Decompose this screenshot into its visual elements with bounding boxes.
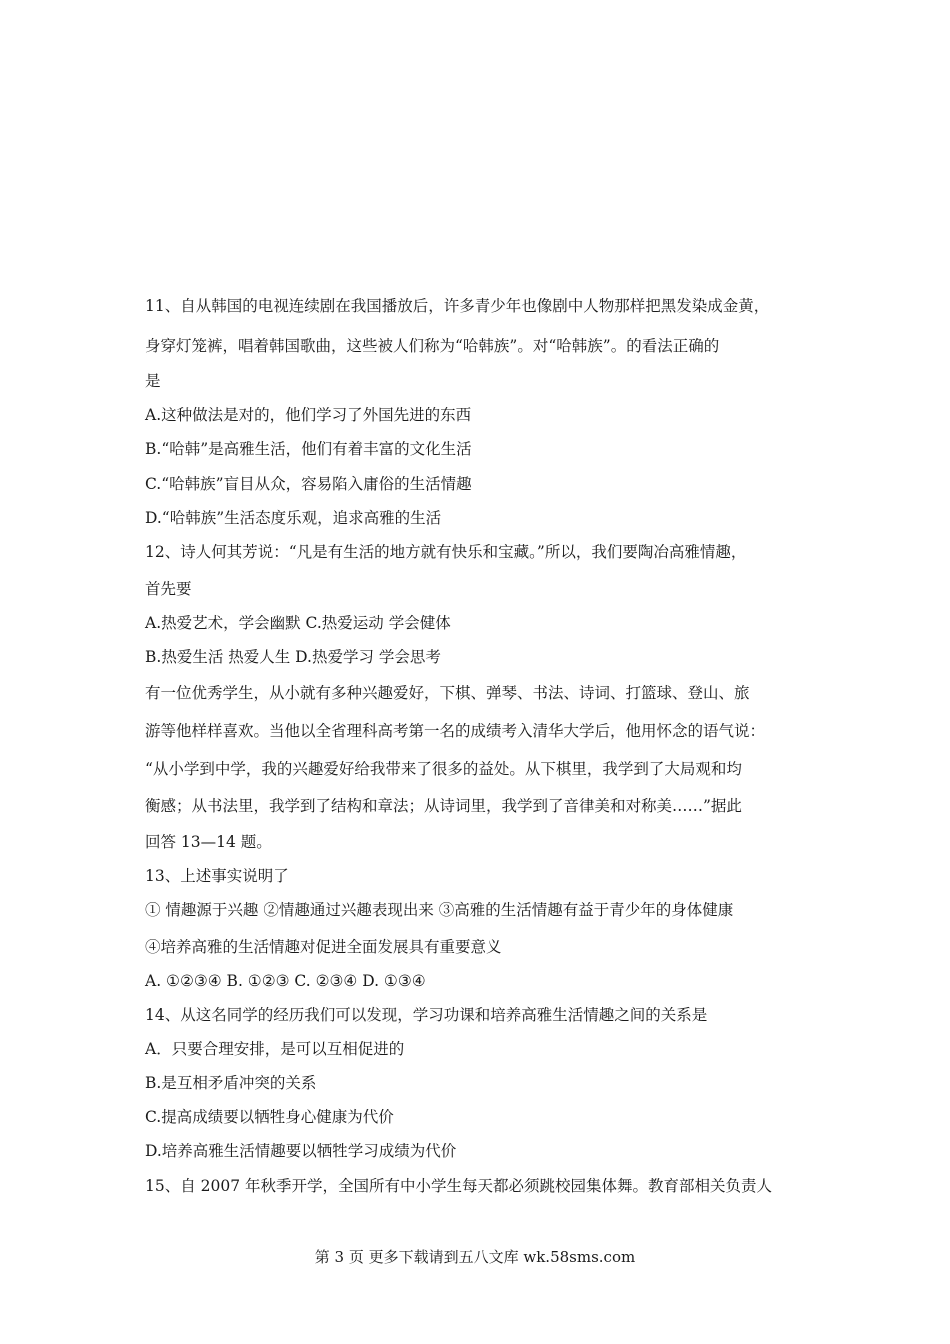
q14-option-c: C.提高成绩要以牺牲身心健康为代价: [145, 1108, 394, 1126]
q14-option-d: D.培养高雅生活情趣要以牺牲学习成绩为代价: [145, 1142, 457, 1160]
q12-stem-line-1: 12、诗人何其芳说：“凡是有生活的地方就有快乐和宝藏。”所以，我们要陶冶高雅情趣，: [145, 543, 747, 561]
q11-option-b: B.“哈韩”是高雅生活，他们有着丰富的文化生活: [145, 440, 472, 458]
q13-stem: 13、上述事实说明了: [145, 867, 289, 885]
q12-options-a-c: A.热爱艺术，学会幽默 C.热爱运动 学会健体: [145, 614, 451, 632]
passage-line-2: 游等他样样喜欢。当他以全省理科高考第一名的成绩考入清华大学后，他用怀念的语气说：: [145, 722, 766, 740]
q12-stem-line-2: 首先要: [145, 580, 192, 598]
q11-option-c: C.“哈韩族”盲目从众，容易陷入庸俗的生活情趣: [145, 475, 472, 493]
q11-stem-line-1: 11、自从韩国的电视连续剧在我国播放后，许多青少年也像剧中人物那样把黑发染成金黄，: [145, 297, 770, 315]
q14-option-a: A．只要合理安排，是可以互相促进的: [145, 1040, 405, 1058]
q13-options: A. ①②③④ B. ①②③ C. ②③④ D. ①③④: [145, 972, 426, 990]
passage-line-3: “从小学到中学，我的兴趣爱好给我带来了很多的益处。从下棋里，我学到了大局观和均: [145, 760, 742, 778]
q15-stem-line-1: 15、自 2007 年秋季开学，全国所有中小学生每天都必须跳校园集体舞。教育部相关负责人: [145, 1177, 773, 1195]
q13-statements-line-1: ① 情趣源于兴趣 ②情趣通过兴趣表现出来 ③高雅的生活情趣有益于青少年的身体健康: [145, 901, 734, 919]
q14-option-b: B.是互相矛盾冲突的关系: [145, 1074, 317, 1092]
q11-option-a: A.这种做法是对的，他们学习了外国先进的东西: [145, 406, 472, 424]
passage-line-5: 回答 13—14 题。: [145, 833, 272, 851]
q12-options-b-d: B.热爱生活 热爱人生 D.热爱学习 学会思考: [145, 648, 441, 666]
q11-option-d: D.“哈韩族”生活态度乐观，追求高雅的生活: [145, 509, 442, 527]
q14-stem: 14、从这名同学的经历我们可以发现，学习功课和培养高雅生活情趣之间的关系是: [145, 1006, 708, 1024]
q13-statements-line-2: ④培养高雅的生活情趣对促进全面发展具有重要意义: [145, 938, 502, 956]
passage-line-1: 有一位优秀学生，从小就有多种兴趣爱好，下棋、弹琴、书法、诗词、打篮球、登山、旅: [145, 684, 750, 702]
passage-line-4: 衡感；从书法里，我学到了结构和章法；从诗词里，我学到了音律美和对称美……”据此: [145, 797, 742, 815]
page-footer: 第 3 页 更多下载请到五八文库 wk.58sms.com: [314, 1248, 636, 1266]
q11-stem-line-2: 身穿灯笼裤，唱着韩国歌曲，这些被人们称为“哈韩族”。对“哈韩族”。的看法正确的: [145, 337, 720, 355]
q11-stem-line-3: 是: [145, 372, 161, 390]
